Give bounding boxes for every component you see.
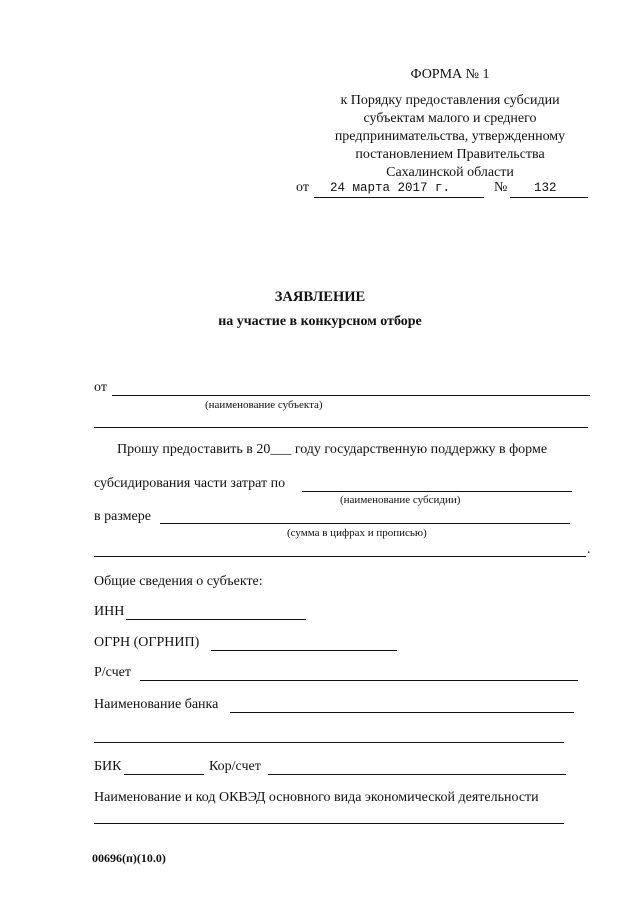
amount-caption: (сумма в цифрах и прописью) (287, 527, 427, 539)
form-number: ФОРМА № 1 (410, 67, 490, 82)
number-sign: № (494, 180, 508, 195)
account-label: Р/счет (94, 665, 131, 680)
ogrn-label: ОГРН (ОГРНИП) (94, 635, 200, 650)
header-line-3: предпринимательства, утвержденному (334, 129, 566, 144)
bank-label: Наименование банка (94, 697, 219, 712)
inn-label: ИНН (94, 604, 125, 619)
amount-period: . (587, 542, 591, 557)
header-line-4: постановлением Правительства (355, 147, 545, 162)
okved-field[interactable] (94, 823, 564, 824)
document-title: ЗАЯВЛЕНИЕ (274, 289, 366, 305)
date-prefix: от (296, 180, 309, 195)
account-field[interactable] (140, 680, 578, 681)
form-header (300, 66, 600, 182)
from-label: от (94, 380, 107, 395)
date-underline (314, 197, 484, 198)
corr-account-field[interactable] (268, 774, 566, 775)
bik-label: БИК (94, 759, 122, 774)
bank-field[interactable] (230, 712, 574, 713)
document-code: 00696(п)(10.0) (92, 851, 166, 865)
okved-label: Наименование и код ОКВЭД основного вида экономической деятельности (94, 790, 539, 805)
bik-field[interactable] (124, 774, 204, 775)
entity-caption: (наименование субъекта) (205, 399, 323, 411)
subsidy-caption: (наименование субсидии) (340, 494, 461, 506)
amount-line[interactable] (160, 523, 570, 524)
header-line-2: субъектам малого и среднего (363, 111, 537, 126)
subsidy-name-line[interactable] (302, 491, 572, 492)
corr-account-label: Кор/счет (209, 759, 261, 774)
number-underline (510, 197, 588, 198)
subsidy-text: субсидирования части затрат по (94, 476, 286, 491)
header-line-5: Сахалинской области (386, 165, 514, 180)
amount-line-2[interactable] (94, 556, 586, 557)
general-info-heading: Общие сведения о субъекте: (94, 574, 263, 589)
header-line-1: к Порядку предоставления субсидии (340, 93, 560, 108)
inn-field[interactable] (126, 619, 306, 620)
date-value: 24 марта 2017 г. (330, 181, 451, 195)
ogrn-field[interactable] (211, 650, 397, 651)
entity-name-line[interactable] (112, 395, 590, 396)
request-text: Прошу предоставить в 20___ году государственную поддержку в форме (117, 442, 548, 457)
entity-name-line-2[interactable] (94, 427, 588, 428)
number-value: 132 (534, 181, 557, 195)
amount-label: в размере (94, 509, 151, 524)
bank-field-2[interactable] (94, 742, 564, 743)
document-subtitle: на участие в конкурсном отборе (218, 314, 422, 329)
